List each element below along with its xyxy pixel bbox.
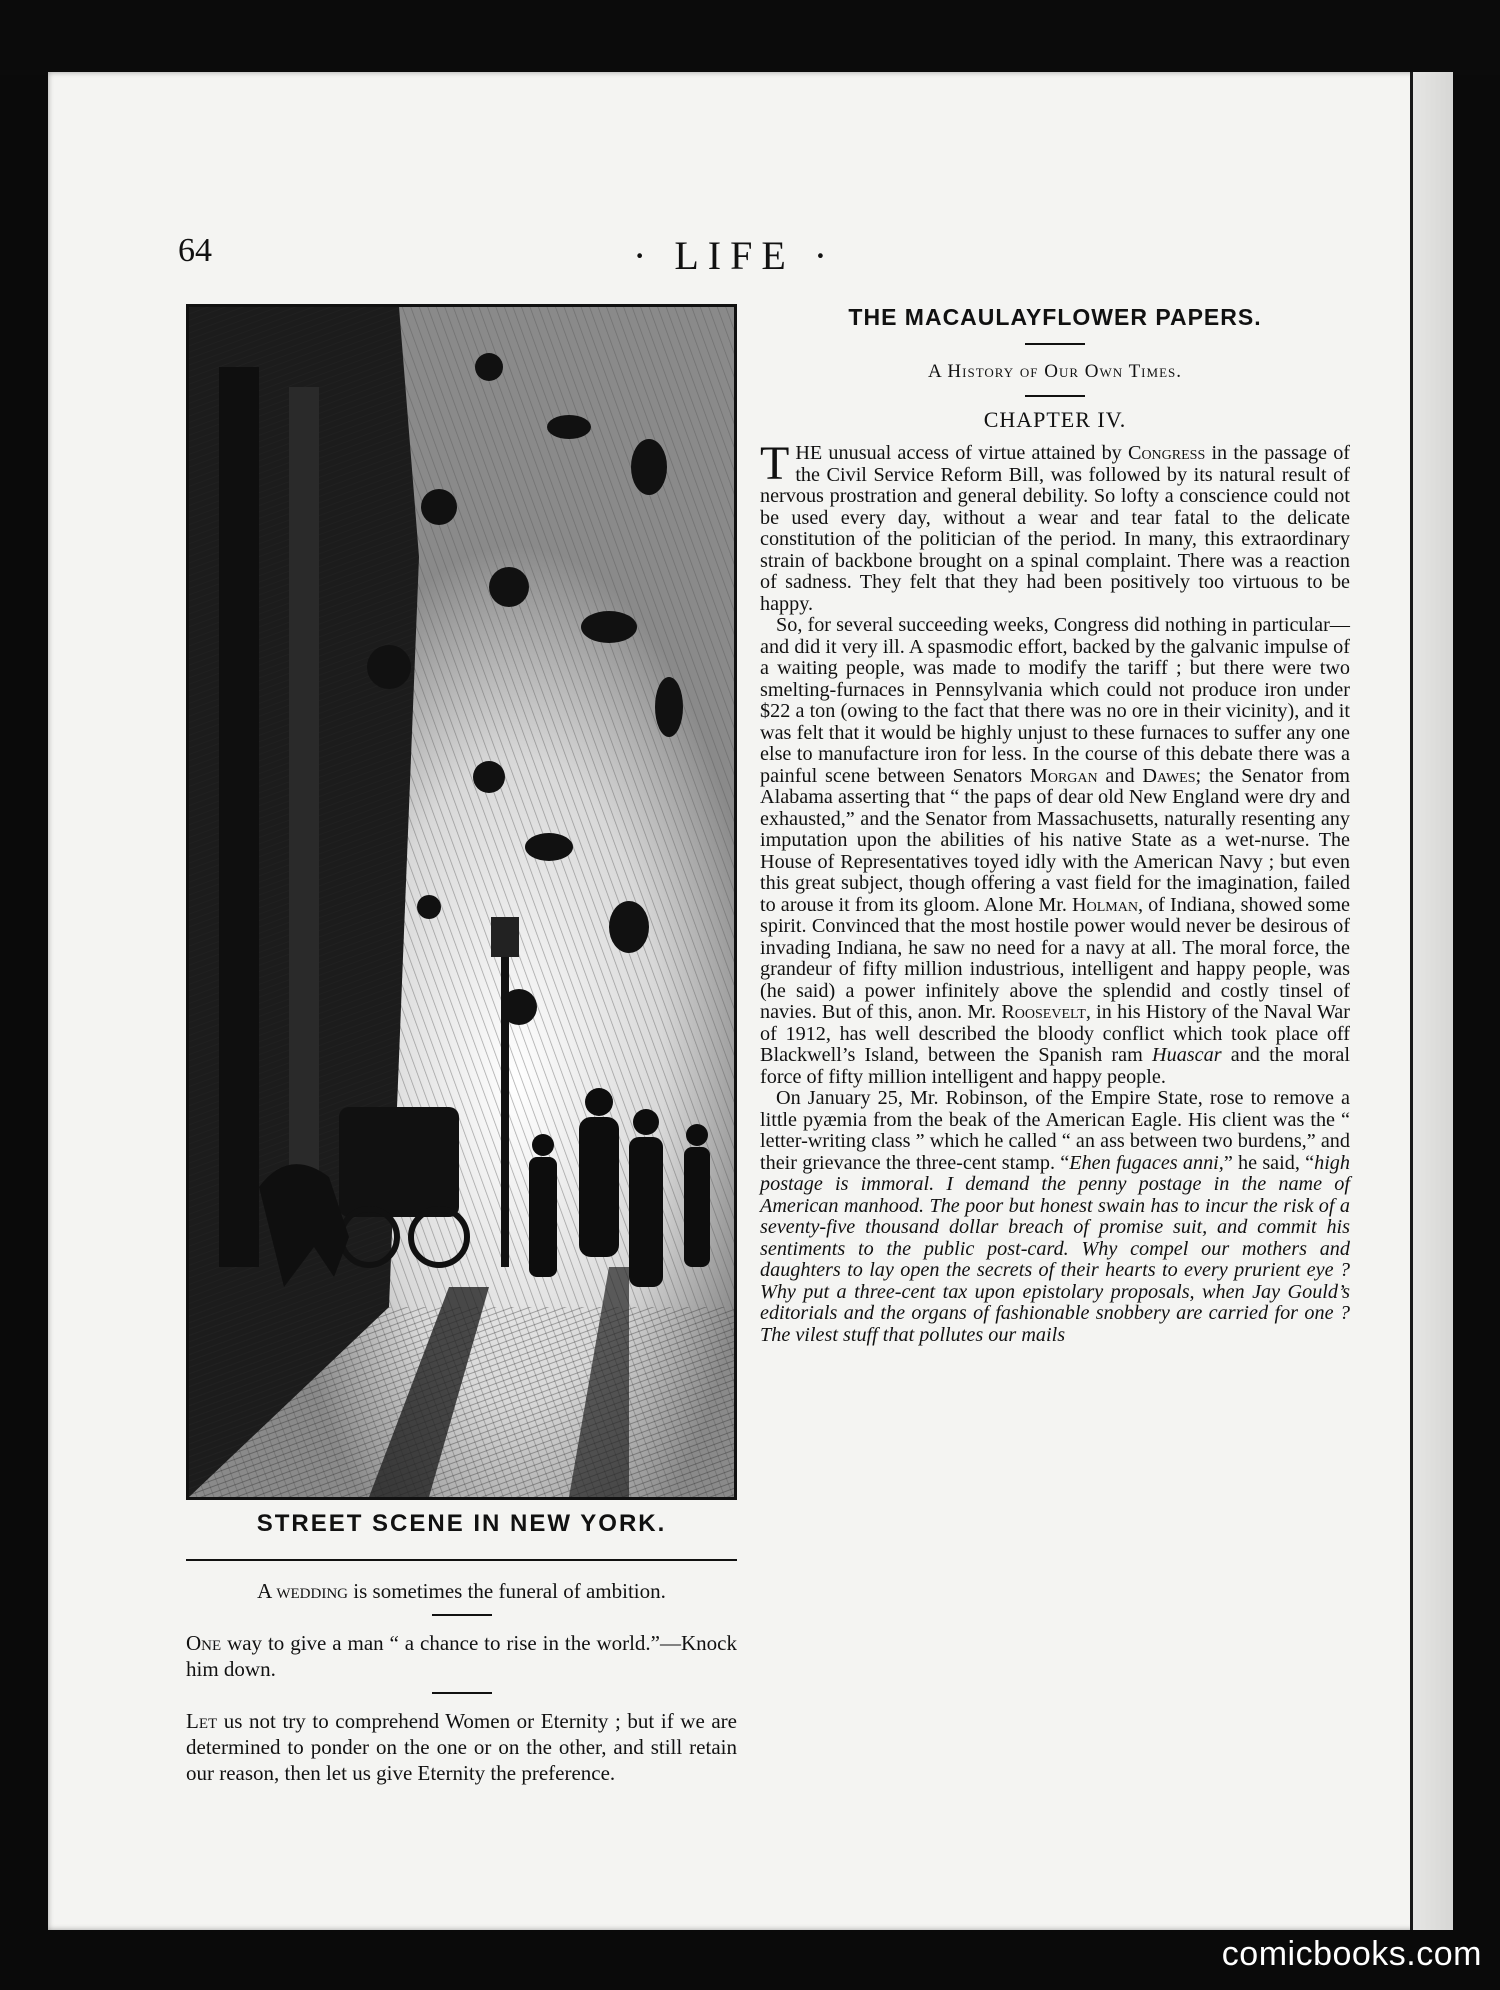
text-run: On January 25, Mr. Robinson, of the Empire State, rose to remove a little pyæmia from the beak of the American Eagle. His client was the “ letter-writing class ” which he called “ an ass between two burdens,” and their grievance the three-cent stamp. “ bbox=[760, 1087, 1350, 1174]
quip-lead: Let bbox=[186, 1709, 218, 1733]
quip-lead: A wedding bbox=[257, 1579, 349, 1603]
text-run: high postage is immoral. I demand the penny postage in the name of American manhood. The poor but honest swain has to incur the risk of a seventy-five thousand dollar breach of promise suit, and commit his sentiments to the public post-card. Why compel our mothers and daughters to lay open the secrets of their hearts to every prurient eye ? Why put a three-cent tax upon epistolary proposals, when Jay Gould’s editorials and the organs of fashionable snobbery are carried for one ? The vilest stuff that pollutes our mails bbox=[760, 1151, 1350, 1346]
quip-lead: One bbox=[186, 1631, 222, 1655]
text-run: Holman bbox=[1072, 893, 1138, 916]
text-run: Dawes bbox=[1142, 764, 1196, 787]
article-column bbox=[760, 304, 1350, 1346]
short-divider bbox=[432, 1614, 492, 1616]
illustration-drawing bbox=[189, 307, 734, 1497]
short-divider bbox=[1025, 343, 1085, 345]
quip-2 bbox=[186, 1630, 737, 1682]
left-column-text bbox=[186, 1578, 737, 1786]
text-run: Ehen fugaces anni, bbox=[1069, 1151, 1224, 1174]
article-subtitle: A History of Our Own Times. bbox=[928, 361, 1182, 382]
watermark: comicbooks.com bbox=[1221, 1935, 1482, 1973]
page-header bbox=[48, 232, 1453, 292]
text-run: and bbox=[1097, 764, 1143, 787]
text-run: Morgan bbox=[1029, 764, 1098, 787]
text-run: HE unusual access of virtue attained by bbox=[795, 442, 1128, 464]
text-run: So, for several succeeding weeks, Congress did nothing in particular—and did it very ill. A spasmodic effort, backed by the galvanic impulse of a waiting people, was made to modify the tariff ; but there were two smelting-furnaces in Pennsylvania which could not produce iron under $22 a ton (owing to the fact that there was no ore in their vicinity), and it was felt that it would be highly unjust to these furnaces to suffer any one else to manufacture iron for less. In the course of this debate there was a painful scene between Senators bbox=[760, 614, 1350, 787]
illustration-caption: STREET SCENE IN NEW YORK. bbox=[256, 1510, 667, 1537]
quip-body: us not try to comprehend Women or Eternity ; but if we are determined to ponder on the one or on the other, and still retain our reason, then let us give Eternity the preference. bbox=[186, 1709, 737, 1785]
text-run: ” he said, “ bbox=[1223, 1151, 1315, 1174]
quip-3 bbox=[186, 1708, 737, 1786]
chapter-heading: CHAPTER IV. bbox=[983, 407, 1127, 432]
paragraph-1 bbox=[760, 437, 1351, 615]
next-page-edge bbox=[1410, 72, 1453, 1930]
text-run: , in his History of the Naval War of 1912, has well described the bloody conflict which took place off Blackwell’s Island, between the Spanish ram bbox=[760, 1001, 1350, 1066]
quip-1 bbox=[186, 1578, 737, 1604]
masthead: · LIFE · bbox=[633, 233, 837, 278]
street-scene-illustration bbox=[186, 304, 737, 1500]
text-run: , of Indiana, showed some spirit. Convinced that the most hostile power would never be desirous of invading Indiana, he saw no need for a navy at all. The moral force, the grandeur of fifty million industrious, intelligent and happy people, was (he said) a power infinitely above the splendid and costly tinsel of navies. But of this, anon. Mr. bbox=[760, 893, 1351, 1023]
text-run: in the passage of the Civil Service Reform Bill, was followed by its natural result of nervous prostration and general debility. So lofty a conscience could not be used every day, without a wear and tear fatal to the delicate constitution of the politician of the period. In many, this extraordinary strain of backbone brought on a spinal complaint. There was a reaction of sadness. They felt that they had been positively too virtuous to be happy. bbox=[760, 442, 1351, 615]
scan-edge-top bbox=[0, 0, 1500, 75]
short-divider bbox=[1025, 395, 1085, 397]
page-number: 64 bbox=[178, 232, 212, 269]
article-title: THE MACAULAYFLOWER PAPERS. bbox=[848, 304, 1262, 330]
text-run: ; the Senator from Alabama asserting that “ the paps of dear old New England were dry and exhausted,” and the Senator from Massachusetts, naturally resenting any imputation upon the abilities of his native State as a wet-nurse. The House of Representatives toyed idly with the American Navy ; but even this great subject, though offering a vast field for the imagination, failed to arouse it from its gloom. Alone Mr. bbox=[760, 764, 1350, 916]
divider bbox=[186, 1559, 737, 1561]
text-run: Huascar bbox=[1152, 1044, 1222, 1066]
magazine-page bbox=[48, 72, 1453, 1930]
text-run: Roosevelt bbox=[1001, 1001, 1086, 1023]
quip-body: way to give a man “ a chance to rise in the world.”—Knock him down. bbox=[186, 1631, 737, 1681]
paragraph-2 bbox=[760, 615, 1350, 1088]
paragraph-3 bbox=[760, 1088, 1350, 1346]
article-body bbox=[760, 437, 1351, 1346]
drop-cap: T bbox=[760, 437, 790, 490]
quip-body: is sometimes the funeral of ambition. bbox=[348, 1579, 666, 1603]
text-run: and the moral force of fifty million intelligent and happy people. bbox=[760, 1044, 1350, 1088]
short-divider bbox=[432, 1692, 492, 1694]
text-run: Congress bbox=[1127, 442, 1206, 464]
